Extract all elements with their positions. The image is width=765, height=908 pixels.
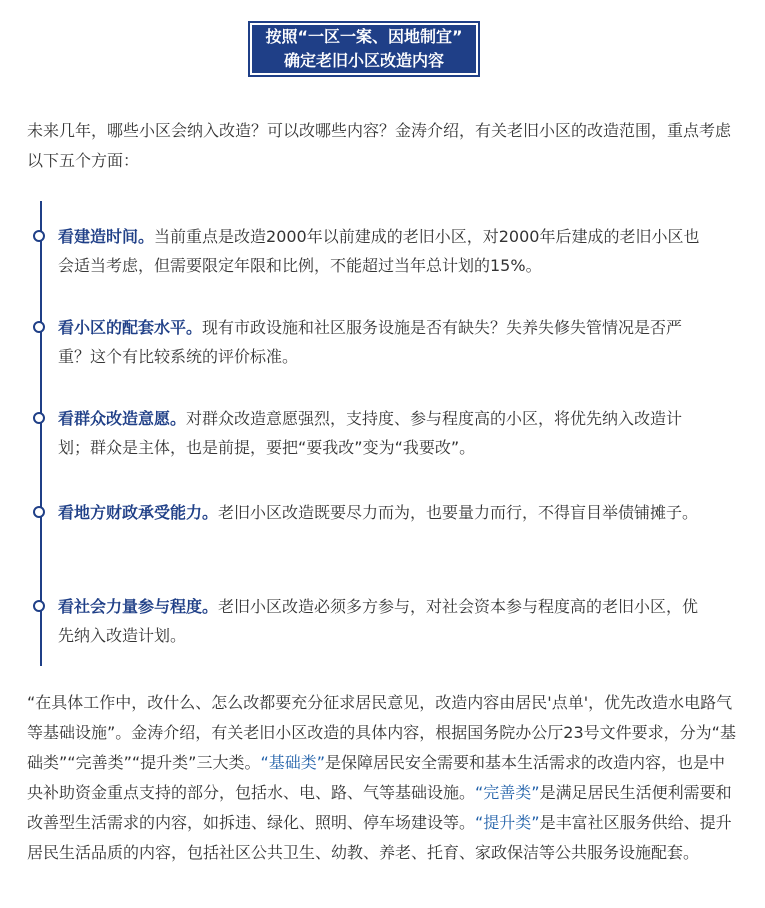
paragraph-text: “在具体工作中，改什么、怎么改都要充分征求居民意见，改造内容由居民'点单'，优先改造水电路气等基础设施”。金涛介绍，有关老旧小区改造的具体内容，根据国务院办公厅23号文件要求，分为“基础类”“完善类”“提升类”三大类。 — [27, 693, 736, 772]
timeline-item-heading: 看建造时间。 — [58, 227, 155, 246]
timeline-item-text — [58, 222, 713, 280]
timeline-item-heading: 看群众改造意愿。 — [58, 409, 187, 428]
section-title-banner — [248, 21, 480, 77]
timeline-item-text — [58, 498, 713, 527]
timeline-item-heading: 看社会力量参与程度。 — [58, 597, 219, 616]
timeline-item-text — [58, 313, 713, 371]
timeline-item-resident-willingness — [33, 404, 713, 462]
timeline-item-heading: 看小区的配套水平。 — [58, 318, 203, 337]
basic-category-highlight: “基础类” — [260, 753, 326, 772]
timeline-item-body: 现有市政设施和社区服务设施是否有缺失？失养失修失管情况是否严重？这个有比较系统的评价标准。 — [58, 318, 683, 366]
timeline-item-build-time — [33, 222, 713, 280]
timeline-item-text — [58, 404, 713, 462]
renovation-content-paragraph — [27, 688, 739, 868]
paragraph-text: 是满足居民生活便利需要和改善型生活需求的内容，如拆违、绿化、照明、停车场建设等。 — [27, 783, 732, 832]
section-title-line-1: 按照“一区一案、因地制宜” — [265, 27, 463, 46]
timeline-dot-icon — [33, 600, 45, 612]
section-title-line-2: 确定老旧小区改造内容 — [283, 51, 444, 70]
upgrade-category-highlight: “提升类” — [475, 813, 540, 832]
timeline-dot-icon — [33, 321, 45, 333]
timeline-dot-icon — [33, 506, 45, 518]
timeline-item-body: 当前重点是改造2000年以前建成的老旧小区，对2000年后建成的老旧小区也会适当考虑，但需要限定年限和比例，不能超过当年总计划的15%。 — [58, 227, 700, 275]
timeline-dot-icon — [33, 412, 45, 424]
timeline-item-body: 老旧小区改造既要尽力而为，也要量力而行，不得盲目举债铺摊子。 — [218, 503, 699, 522]
intro-paragraph: 未来几年，哪些小区会纳入改造？可以改哪些内容？金涛介绍，有关老旧小区的改造范围，重点考虑以下五个方面： — [27, 121, 732, 170]
timeline-item-facilities — [33, 313, 713, 371]
timeline-item-social-participation — [33, 592, 713, 650]
timeline-dot-icon — [33, 230, 45, 242]
timeline-item-text — [58, 592, 713, 650]
timeline-item-body: 对群众改造意愿强烈，支持度、参与程度高的小区，将优先纳入改造计划；群众是主体，也是前提，要把“要我改”变为“我要改”。 — [58, 409, 683, 457]
paragraph-text: 是保障居民安全需要和基本生活需求的改造内容，也是中央补助资金重点支持的部分，包括水、电、路、气等基础设施。 — [27, 753, 726, 802]
timeline-item-body: 老旧小区改造必须多方参与，对社会资本参与程度高的老旧小区，优先纳入改造计划。 — [58, 597, 699, 645]
improvement-category-highlight: “完善类” — [475, 783, 540, 802]
timeline-item-heading: 看地方财政承受能力。 — [58, 503, 219, 522]
timeline-item-local-finance — [33, 498, 713, 527]
paragraph-text: 是丰富社区服务供给、提升居民生活品质的内容，包括社区公共卫生、幼教、养老、托育、家政保洁等公共服务设施配套。 — [27, 813, 732, 862]
